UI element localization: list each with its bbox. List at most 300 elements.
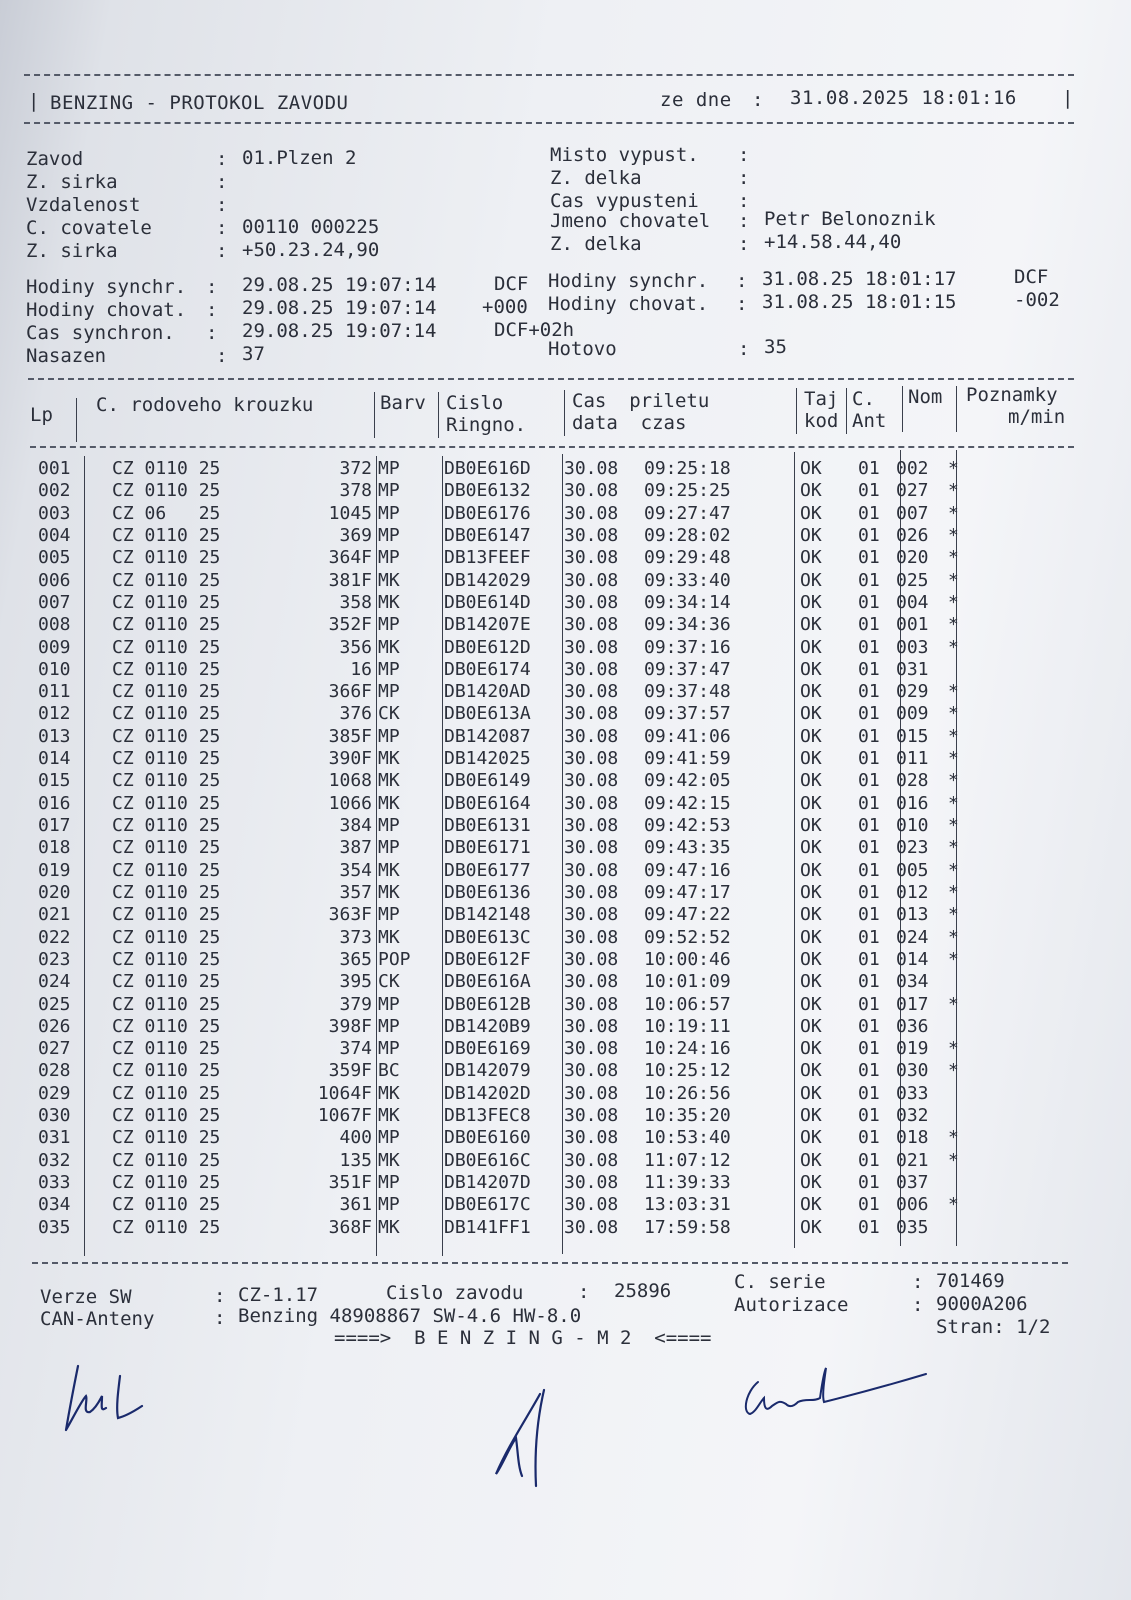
cell-star: * xyxy=(948,547,959,569)
cell-date: 30.08 xyxy=(564,770,619,792)
cell-barv: MK xyxy=(378,1082,400,1104)
date-label: ze dne xyxy=(660,89,732,111)
cell-ant: 01 xyxy=(858,770,880,792)
cell-ant: 01 xyxy=(858,815,880,837)
cell-nom: 016 xyxy=(896,792,929,814)
cell-lp: 005 xyxy=(38,547,71,569)
cell-ant: 01 xyxy=(858,1194,880,1216)
cell-taj: OK xyxy=(800,770,822,792)
cell-lp: 017 xyxy=(38,815,71,837)
page-title: BENZING - PROTOKOL ZAVODU xyxy=(50,92,349,114)
cell-ant: 01 xyxy=(858,1015,880,1037)
info-left-value: +50.23.24,90 xyxy=(242,239,380,261)
footer-divider xyxy=(32,1262,1068,1264)
cell-ring: CZ 0110 25 xyxy=(112,1082,221,1104)
cell-nom: 034 xyxy=(896,971,929,993)
sync-left-colon: : xyxy=(206,299,218,321)
col-sep xyxy=(796,388,797,434)
cell-star: * xyxy=(948,1127,959,1149)
sync-left-colon: : xyxy=(206,276,218,298)
sync-right-label: Hodiny chovat. xyxy=(548,293,709,315)
cell-time: 09:37:57 xyxy=(644,703,731,725)
cell-nom: 037 xyxy=(896,1172,929,1194)
cell-date: 30.08 xyxy=(564,703,619,725)
cell-ant: 01 xyxy=(858,1216,880,1238)
cell-time: 10:01:09 xyxy=(644,971,731,993)
cell-barv: MP xyxy=(378,681,400,703)
info-right-value: +14.58.44,40 xyxy=(764,231,902,253)
info-left-label: Zavod xyxy=(26,148,84,170)
cell-nom: 005 xyxy=(896,859,929,881)
cell-nom: 020 xyxy=(896,547,929,569)
sync-left-extra: DCF+02h xyxy=(494,319,575,341)
cell-barv: MP xyxy=(378,1038,400,1060)
info-left-label: Z. sirka xyxy=(26,240,118,262)
cell-cislo: DB0E6171 xyxy=(444,837,531,859)
cell-num: 16 xyxy=(350,658,372,680)
cell-taj: OK xyxy=(800,569,822,591)
cell-ring: CZ 0110 25 xyxy=(112,1105,221,1127)
cell-time: 09:27:47 xyxy=(644,502,731,524)
cell-num: 361 xyxy=(339,1194,372,1216)
cell-num: 390F xyxy=(328,748,372,770)
cell-taj: OK xyxy=(800,1060,822,1082)
cell-barv: MP xyxy=(378,1015,400,1037)
cell-barv: MK xyxy=(378,926,400,948)
cell-date: 30.08 xyxy=(564,547,619,569)
header-right-pipe: | xyxy=(1062,87,1074,109)
cell-star: * xyxy=(948,881,959,903)
verze-value: CZ-1.17 xyxy=(238,1284,319,1306)
cell-cislo: DB0E613A xyxy=(444,703,531,725)
cell-num: 365 xyxy=(339,948,372,970)
cell-lp: 004 xyxy=(38,524,71,546)
cell-star: * xyxy=(948,948,959,970)
cell-cislo: DB0E6164 xyxy=(444,792,531,814)
cell-cislo: DB0E612F xyxy=(444,948,531,970)
cell-nom: 033 xyxy=(896,1082,929,1104)
cell-ring: CZ 0110 25 xyxy=(112,926,221,948)
cell-nom: 003 xyxy=(896,636,929,658)
col-cas-2: data czas xyxy=(572,412,687,434)
cell-lp: 027 xyxy=(38,1038,71,1060)
cell-taj: OK xyxy=(800,1105,822,1127)
cell-nom: 001 xyxy=(896,614,929,636)
cell-lp: 010 xyxy=(38,658,71,680)
cell-ring: CZ 0110 25 xyxy=(112,703,221,725)
cell-date: 30.08 xyxy=(564,614,619,636)
cell-num: 352F xyxy=(328,614,372,636)
info-right-colon: : xyxy=(738,167,750,189)
cell-cislo: DB0E616A xyxy=(444,971,531,993)
cell-time: 10:00:46 xyxy=(644,948,731,970)
cell-taj: OK xyxy=(800,658,822,680)
cell-lp: 024 xyxy=(38,971,71,993)
col-taj-1: Taj xyxy=(804,388,839,410)
cell-num: 359F xyxy=(328,1060,372,1082)
col-sep xyxy=(956,386,957,432)
cell-ring: CZ 0110 25 xyxy=(112,971,221,993)
cell-num: 374 xyxy=(339,1038,372,1060)
cell-num: 368F xyxy=(328,1216,372,1238)
cell-cislo: DB0E6176 xyxy=(444,502,531,524)
cislo-label: Cislo zavodu xyxy=(386,1282,524,1304)
cell-taj: OK xyxy=(800,859,822,881)
cell-cislo: DB0E6149 xyxy=(444,770,531,792)
info-right-label: Z. delka xyxy=(550,233,642,255)
cell-num: 387 xyxy=(339,837,372,859)
cell-ant: 01 xyxy=(858,569,880,591)
cell-time: 09:42:53 xyxy=(644,815,731,837)
cell-num: 400 xyxy=(339,1127,372,1149)
cell-ring: CZ 0110 25 xyxy=(112,948,221,970)
cell-barv: MP xyxy=(378,837,400,859)
cell-star: * xyxy=(948,458,959,479)
sync-right-value: 35 xyxy=(764,336,787,358)
cell-nom: 010 xyxy=(896,815,929,837)
cell-num: 372 xyxy=(339,458,372,479)
cell-star: * xyxy=(948,1149,959,1171)
can-colon: : xyxy=(214,1307,226,1329)
cell-num: 356 xyxy=(339,636,372,658)
col-cas-1: Cas priletu xyxy=(572,390,710,412)
cell-taj: OK xyxy=(800,971,822,993)
cell-barv: MK xyxy=(378,859,400,881)
cell-nom: 035 xyxy=(896,1216,929,1238)
col-ant-2: Ant xyxy=(852,410,887,432)
cell-lp: 001 xyxy=(38,458,71,479)
cell-date: 30.08 xyxy=(564,1038,619,1060)
cell-date: 30.08 xyxy=(564,1216,619,1238)
col-sep xyxy=(438,392,439,438)
cell-ring: CZ 0110 25 xyxy=(112,681,221,703)
cell-nom: 031 xyxy=(896,658,929,680)
cell-star: * xyxy=(948,770,959,792)
cell-taj: OK xyxy=(800,993,822,1015)
cell-lp: 003 xyxy=(38,502,71,524)
cell-time: 11:07:12 xyxy=(644,1149,731,1171)
cell-date: 30.08 xyxy=(564,1172,619,1194)
cell-taj: OK xyxy=(800,1038,822,1060)
cell-ant: 01 xyxy=(858,725,880,747)
sync-left-value: 29.08.25 19:07:14 xyxy=(242,297,437,319)
cell-date: 30.08 xyxy=(564,815,619,837)
cell-ring: CZ 0110 25 xyxy=(112,881,221,903)
cell-num: 385F xyxy=(328,725,372,747)
signature-2-icon xyxy=(488,1386,568,1496)
cell-cislo: DB0E6136 xyxy=(444,881,531,903)
cell-ant: 01 xyxy=(858,614,880,636)
cell-date: 30.08 xyxy=(564,792,619,814)
info-right-label: Misto vypust. xyxy=(550,144,699,166)
cell-lp: 028 xyxy=(38,1060,71,1082)
cell-num: 354 xyxy=(339,859,372,881)
cell-time: 13:03:31 xyxy=(644,1194,731,1216)
cell-date: 30.08 xyxy=(564,591,619,613)
cell-time: 09:43:35 xyxy=(644,837,731,859)
cell-lp: 011 xyxy=(38,681,71,703)
cell-taj: OK xyxy=(800,725,822,747)
cell-star: * xyxy=(948,837,959,859)
info-left-colon: : xyxy=(216,171,228,193)
cell-date: 30.08 xyxy=(564,881,619,903)
cell-nom: 019 xyxy=(896,1038,929,1060)
cell-taj: OK xyxy=(800,480,822,502)
cell-time: 10:24:16 xyxy=(644,1038,731,1060)
info-right-value: Petr Belonoznik xyxy=(764,208,936,230)
cell-barv: MK xyxy=(378,792,400,814)
sync-left-colon: : xyxy=(206,322,218,344)
cell-cislo: DB14202D xyxy=(444,1082,531,1104)
cell-ant: 01 xyxy=(858,480,880,502)
cell-taj: OK xyxy=(800,748,822,770)
col-ring: C. rodoveho krouzku xyxy=(96,394,314,416)
cell-cislo: DB13FEC8 xyxy=(444,1105,531,1127)
cell-time: 09:41:59 xyxy=(644,748,731,770)
cell-ring: CZ 0110 25 xyxy=(112,1194,221,1216)
cell-taj: OK xyxy=(800,1015,822,1037)
cell-nom: 036 xyxy=(896,1015,929,1037)
cell-ring: CZ 0110 25 xyxy=(112,993,221,1015)
body-sep xyxy=(794,452,795,1248)
cell-ring: CZ 0110 25 xyxy=(112,1127,221,1149)
cell-star: * xyxy=(948,681,959,703)
cell-ant: 01 xyxy=(858,881,880,903)
cell-taj: OK xyxy=(800,703,822,725)
cell-nom: 004 xyxy=(896,591,929,613)
cell-num: 1045 xyxy=(328,502,372,524)
cell-cislo: DB14207E xyxy=(444,614,531,636)
cell-time: 09:42:15 xyxy=(644,792,731,814)
cell-date: 30.08 xyxy=(564,502,619,524)
cell-ring: CZ 0110 25 xyxy=(112,748,221,770)
cell-time: 09:37:47 xyxy=(644,658,731,680)
col-cislo-2: Ringno. xyxy=(446,414,527,436)
cell-cislo: DB142025 xyxy=(444,748,531,770)
cell-ring: CZ 0110 25 xyxy=(112,636,221,658)
cell-time: 09:47:17 xyxy=(644,881,731,903)
cell-nom: 002 xyxy=(896,458,929,479)
cell-star: * xyxy=(948,569,959,591)
cell-ant: 01 xyxy=(858,1127,880,1149)
cell-barv: MK xyxy=(378,569,400,591)
cell-date: 30.08 xyxy=(564,1060,619,1082)
cislo-colon: : xyxy=(578,1281,590,1303)
cell-taj: OK xyxy=(800,1149,822,1171)
cell-taj: OK xyxy=(800,1127,822,1149)
sync-left-extra: DCF xyxy=(494,273,529,295)
cell-ring: CZ 0110 25 xyxy=(112,859,221,881)
col-pozn-2: m/min xyxy=(1008,406,1066,428)
cell-date: 30.08 xyxy=(564,725,619,747)
cell-barv: MK xyxy=(378,770,400,792)
page-number: Stran: 1/2 xyxy=(936,1316,1051,1338)
cell-cislo: DB0E614D xyxy=(444,591,531,613)
cell-date: 30.08 xyxy=(564,948,619,970)
cell-lp: 006 xyxy=(38,569,71,591)
cell-star: * xyxy=(948,748,959,770)
cell-nom: 029 xyxy=(896,681,929,703)
cell-nom: 018 xyxy=(896,1127,929,1149)
sync-left-label: Hodiny synchr. xyxy=(26,276,187,298)
sync-left-label: Cas synchron. xyxy=(26,322,175,344)
info-left-label: C. covatele xyxy=(26,217,152,239)
cell-lp: 015 xyxy=(38,770,71,792)
sync-right-extra: DCF xyxy=(1014,266,1049,288)
cell-cislo: DB0E616D xyxy=(444,458,531,479)
can-value: Benzing 48908867 SW-4.6 HW-8.0 xyxy=(238,1305,582,1327)
cell-ring: CZ 0110 25 xyxy=(112,1060,221,1082)
cell-ant: 01 xyxy=(858,1060,880,1082)
columns-top-divider xyxy=(28,378,1074,380)
signature-1-icon xyxy=(60,1356,150,1436)
cell-ring: CZ 0110 25 xyxy=(112,815,221,837)
cell-ant: 01 xyxy=(858,524,880,546)
sync-left-label: Hodiny chovat. xyxy=(26,299,187,321)
cell-date: 30.08 xyxy=(564,1082,619,1104)
cell-ant: 01 xyxy=(858,948,880,970)
sync-right-extra: -002 xyxy=(1014,289,1060,311)
cell-date: 30.08 xyxy=(564,993,619,1015)
cell-ant: 01 xyxy=(858,792,880,814)
cell-taj: OK xyxy=(800,881,822,903)
cell-ant: 01 xyxy=(858,458,880,479)
cell-ant: 01 xyxy=(858,1172,880,1194)
col-sep xyxy=(374,392,375,438)
cell-time: 10:26:56 xyxy=(644,1082,731,1104)
cell-ring: CZ 0110 25 xyxy=(112,1216,221,1238)
cell-star: * xyxy=(948,792,959,814)
cell-star: * xyxy=(948,926,959,948)
cell-lp: 033 xyxy=(38,1172,71,1194)
cell-ring: CZ 0110 25 xyxy=(112,1015,221,1037)
cell-nom: 009 xyxy=(896,703,929,725)
cell-ring: CZ 0110 25 xyxy=(112,591,221,613)
cell-time: 10:19:11 xyxy=(644,1015,731,1037)
can-label: CAN-Anteny xyxy=(40,1308,155,1330)
body-sep xyxy=(376,456,377,1256)
cell-barv: MK xyxy=(378,636,400,658)
cell-ant: 01 xyxy=(858,703,880,725)
cell-num: 373 xyxy=(339,926,372,948)
cell-cislo: DB0E616C xyxy=(444,1149,531,1171)
cell-date: 30.08 xyxy=(564,681,619,703)
cell-cislo: DB14207D xyxy=(444,1172,531,1194)
cell-time: 09:37:16 xyxy=(644,636,731,658)
info-right-colon: : xyxy=(738,210,750,232)
cell-ant: 01 xyxy=(858,502,880,524)
cell-date: 30.08 xyxy=(564,926,619,948)
cell-ring: CZ 0110 25 xyxy=(112,904,221,926)
cell-ant: 01 xyxy=(858,926,880,948)
cell-lp: 030 xyxy=(38,1105,71,1127)
cell-star: * xyxy=(948,1194,959,1216)
cell-barv: BC xyxy=(378,1060,400,1082)
cell-taj: OK xyxy=(800,1216,822,1238)
cell-date: 30.08 xyxy=(564,1127,619,1149)
col-sep xyxy=(76,398,77,442)
sync-left-label: Nasazen xyxy=(26,345,107,367)
cell-lp: 014 xyxy=(38,748,71,770)
cell-lp: 019 xyxy=(38,859,71,881)
cell-barv: MP xyxy=(378,1127,400,1149)
cell-num: 135 xyxy=(339,1149,372,1171)
cell-num: 351F xyxy=(328,1172,372,1194)
cell-star: * xyxy=(948,591,959,613)
cell-ring: CZ 0110 25 xyxy=(112,770,221,792)
cell-barv: MP xyxy=(378,725,400,747)
cell-barv: MP xyxy=(378,993,400,1015)
sync-right-colon: : xyxy=(738,338,750,360)
cell-num: 376 xyxy=(339,703,372,725)
cell-ant: 01 xyxy=(858,658,880,680)
sync-left-colon: : xyxy=(216,345,228,367)
cell-lp: 026 xyxy=(38,1015,71,1037)
cell-lp: 009 xyxy=(38,636,71,658)
cell-nom: 014 xyxy=(896,948,929,970)
cell-ring: CZ 0110 25 xyxy=(112,658,221,680)
cell-ant: 01 xyxy=(858,681,880,703)
cell-lp: 025 xyxy=(38,993,71,1015)
cell-star: * xyxy=(948,815,959,837)
cell-cislo: DB0E6131 xyxy=(444,815,531,837)
cell-nom: 021 xyxy=(896,1149,929,1171)
sync-left-value: 29.08.25 19:07:14 xyxy=(242,274,437,296)
info-left-value: 01.Plzen 2 xyxy=(242,147,357,169)
cell-date: 30.08 xyxy=(564,971,619,993)
col-nom: Nom xyxy=(908,386,943,408)
cell-ant: 01 xyxy=(858,547,880,569)
cell-num: 357 xyxy=(339,881,372,903)
cell-ring: CZ 0110 25 xyxy=(112,837,221,859)
cell-cislo: DB0E617C xyxy=(444,1194,531,1216)
cell-cislo: DB0E613C xyxy=(444,926,531,948)
info-left-colon: : xyxy=(216,148,228,170)
cell-nom: 007 xyxy=(896,502,929,524)
cell-cislo: DB0E612B xyxy=(444,993,531,1015)
cell-date: 30.08 xyxy=(564,1149,619,1171)
cell-nom: 032 xyxy=(896,1105,929,1127)
cell-date: 30.08 xyxy=(564,904,619,926)
cell-time: 09:33:40 xyxy=(644,569,731,591)
cell-date: 30.08 xyxy=(564,524,619,546)
sync-left-value: 29.08.25 19:07:14 xyxy=(242,320,437,342)
cell-num: 384 xyxy=(339,815,372,837)
cell-num: 358 xyxy=(339,591,372,613)
cell-cislo: DB1420B9 xyxy=(444,1015,531,1037)
cell-lp: 002 xyxy=(38,480,71,502)
cell-num: 379 xyxy=(339,993,372,1015)
cell-cislo: DB0E6147 xyxy=(444,524,531,546)
col-barv: Barv xyxy=(380,392,426,414)
cell-time: 09:47:16 xyxy=(644,859,731,881)
cell-ring: CZ 0110 25 xyxy=(112,792,221,814)
cell-star: * xyxy=(948,993,959,1015)
header-divider xyxy=(24,122,1074,124)
sync-left-extra: +000 xyxy=(482,296,528,318)
cell-date: 30.08 xyxy=(564,1015,619,1037)
info-left-colon: : xyxy=(216,217,228,239)
cell-ant: 01 xyxy=(858,1149,880,1171)
serie-label: C. serie xyxy=(734,1271,826,1293)
col-ant-1: C. xyxy=(852,388,875,410)
cell-ring: CZ 0110 25 xyxy=(112,480,221,502)
cell-lp: 016 xyxy=(38,792,71,814)
body-sep xyxy=(442,456,443,1256)
cell-num: 1067F xyxy=(317,1105,372,1127)
cell-taj: OK xyxy=(800,458,822,479)
cell-star: * xyxy=(948,1038,959,1060)
